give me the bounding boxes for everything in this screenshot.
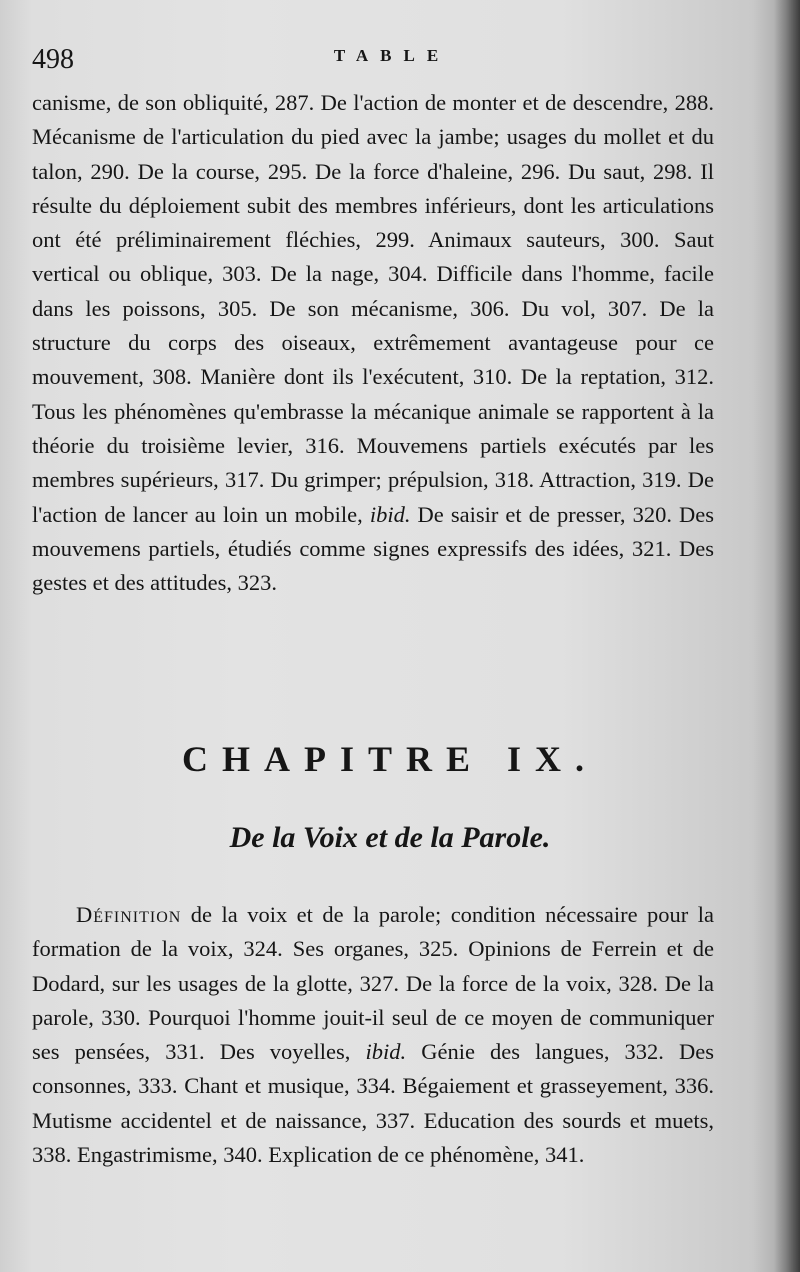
paragraph-text-part-a: de la voix et de la parole; condition nécessaire pour la formation de la voix, 324. Ses organes, 325. Opinions de Ferrein et de Dodard, sur les usages de la glotte, 327. De la force de la voix, 328. De la parole, 330. Pourquoi l'homme jouit-il seul de ce moyen de communiquer ses pensées, 331. Des voyelles, [32,902,714,1065]
paragraph-text [32,86,714,600]
paragraph-text [32,898,714,1172]
paragraph-text-part-a: canisme, de son obliquité, 287. De l'action de monter et de descendre, 288. Mécanisme de l'articulation du pied avec la jambe; usages du mollet et du talon, 290. De la course, 295. De la force d'haleine, 296. Du saut, 298. Il résulte du déploiement subit des membres inférieurs, dont les articulations ont été préliminairement fléchies, 299. Animaux sauteurs, 300. Saut vertical ou oblique, 303. De la nage, 304. Difficile dans l'homme, facile dans les poissons, 305. De son mécanisme, 306. Du vol, 307. De la structure du corps des oiseaux, extrêmement avantageuse pour ce mouvement, 308. Manière dont ils l'exécutent, 310. De la reptation, 312. Tous les phénomènes qu'embrasse la mécanique animale se rapportent à la théorie du troisième levier, 316. Mouvemens partiels exécutés par les membres supérieurs, 317. Du grimper; prépulsion, 318. Attraction, 319. De l'action de lancer au loin un mobile, [32,90,714,527]
running-title: TABLE [333,46,451,65]
ibid-reference: ibid. [365,1039,407,1065]
chapter-heading: CHAPITRE IX. [181,739,599,779]
running-head [32,40,752,80]
chapter-title: De la Voix et de la Parole. [229,821,551,854]
chapter-summary-paragraph [32,898,714,1172]
index-paragraph-continued [32,86,714,600]
paragraph-text-part-b: Génie des langues, 332. Des consonnes, 333. Chant et musique, 334. Bégaiement et grasseyement, 336. Mutisme accidentel et de naissance, 337. Education des sourds et muets, 338. Engastrimisme, 340. Explication de ce phénomène, 341. [32,1039,714,1168]
paragraph-text-part-b: De saisir et de presser, 320. Des mouvemens partiels, étudiés comme signes expressifs des idées, 321. Des gestes et des attitudes, 323. [32,501,715,596]
ibid-reference: ibid. [369,501,411,527]
lead-word: Définition [76,902,182,927]
page-number: 498 [32,44,74,75]
page-binding-shadow [774,0,800,1272]
